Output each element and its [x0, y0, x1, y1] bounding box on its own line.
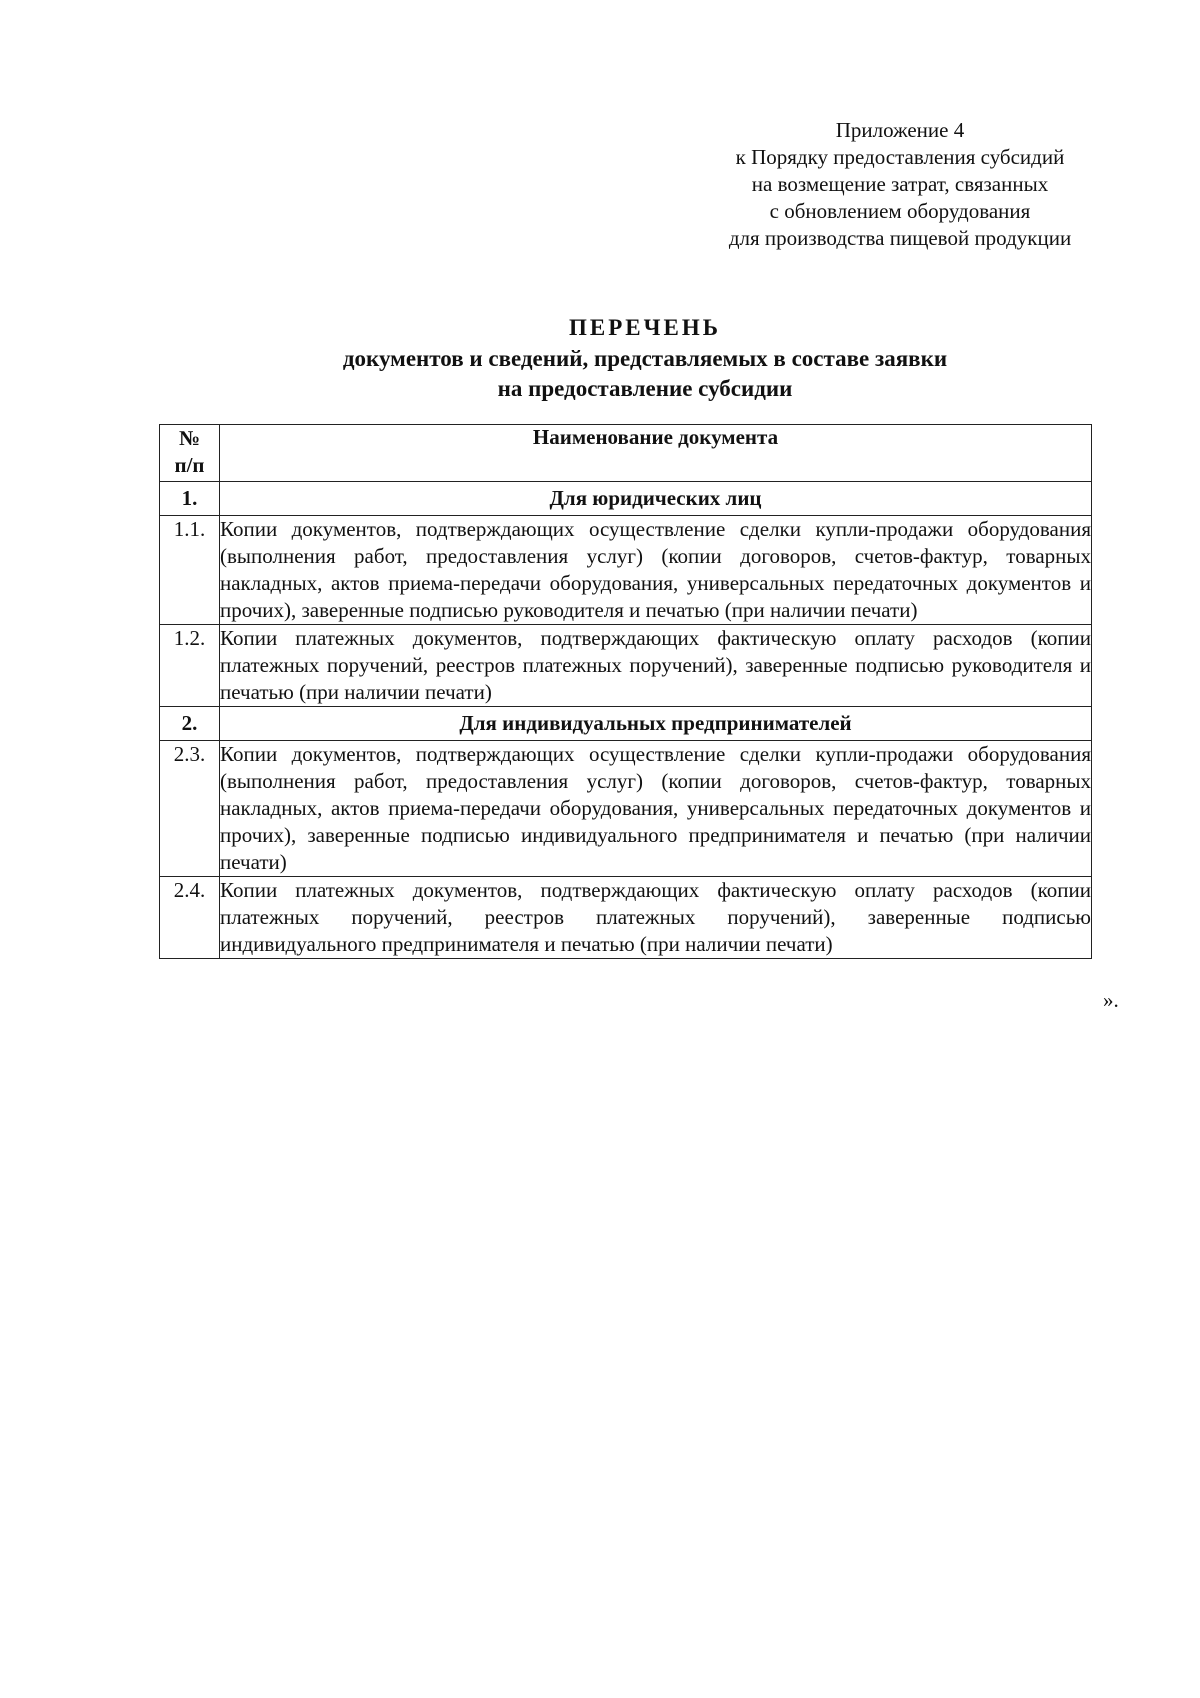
item-number: 2.3. — [160, 741, 220, 877]
table-row — [160, 516, 1092, 625]
header-name-cell: Наименование документа — [220, 425, 1092, 482]
item-text: Копии документов, подтверждающих осуществление сделки купли-продажи оборудования (выполнения работ, предоставления услуг) (копии договоров, счетов-фактур, товарных накладных, актов приема-передачи оборудования, универсальных передаточных документов и прочих), заверенные подписью индивидуального предпринимателя и печатью (при наличии печати) — [220, 741, 1092, 877]
section-number: 2. — [160, 707, 220, 741]
section-title: Для индивидуальных предпринимателей — [220, 707, 1092, 741]
section-row — [160, 482, 1092, 516]
appendix-header — [690, 117, 1110, 252]
appendix-line: к Порядку предоставления субсидий — [735, 145, 1065, 169]
section-title: Для юридических лиц — [220, 482, 1092, 516]
title-subtitle-line: на предоставление субсидии — [497, 376, 793, 401]
header-number-symbol: № — [178, 426, 201, 450]
item-text: Копии документов, подтверждающих осуществление сделки купли-продажи оборудования (выполнения работ, предоставления услуг) (копии договоров, счетов-фактур, товарных накладных, актов приема-передачи оборудования, универсальных передаточных документов и прочих), заверенные подписью руководителя и печатью (при наличии печати) — [220, 516, 1092, 625]
item-number: 1.1. — [160, 516, 220, 625]
section-number: 1. — [160, 482, 220, 516]
appendix-line: на возмещение затрат, связанных — [751, 172, 1049, 196]
appendix-line: с обновлением оборудования — [769, 199, 1031, 223]
table-row — [160, 625, 1092, 707]
appendix-line: Приложение 4 — [835, 118, 965, 142]
table-row — [160, 741, 1092, 877]
header-number-abbrev: п/п — [174, 453, 205, 477]
section-row — [160, 707, 1092, 741]
title-subtitle-line: документов и сведений, представляемых в составе заявки — [342, 346, 948, 371]
item-text: Копии платежных документов, подтверждающих фактическую оплату расходов (копии платежных поручений, реестров платежных поручений), заверенные подписью руководителя и печатью (при наличии печати) — [220, 625, 1092, 707]
documents-table — [159, 424, 1092, 959]
header-number-cell — [160, 425, 220, 482]
item-number: 1.2. — [160, 625, 220, 707]
appendix-line: для производства пищевой продукции — [728, 226, 1072, 250]
closing-quote: ». — [1103, 988, 1119, 1012]
table-header-row — [160, 425, 1092, 482]
item-text: Копии платежных документов, подтверждающих фактическую оплату расходов (копии платежных поручений, реестров платежных поручений), заверенные подписью индивидуального предпринимателя и печатью (при наличии печати) — [220, 877, 1092, 959]
item-number: 2.4. — [160, 877, 220, 959]
title-main: ПЕРЕЧЕНЬ — [569, 315, 721, 340]
document-title — [155, 312, 1135, 404]
table-row — [160, 877, 1092, 959]
